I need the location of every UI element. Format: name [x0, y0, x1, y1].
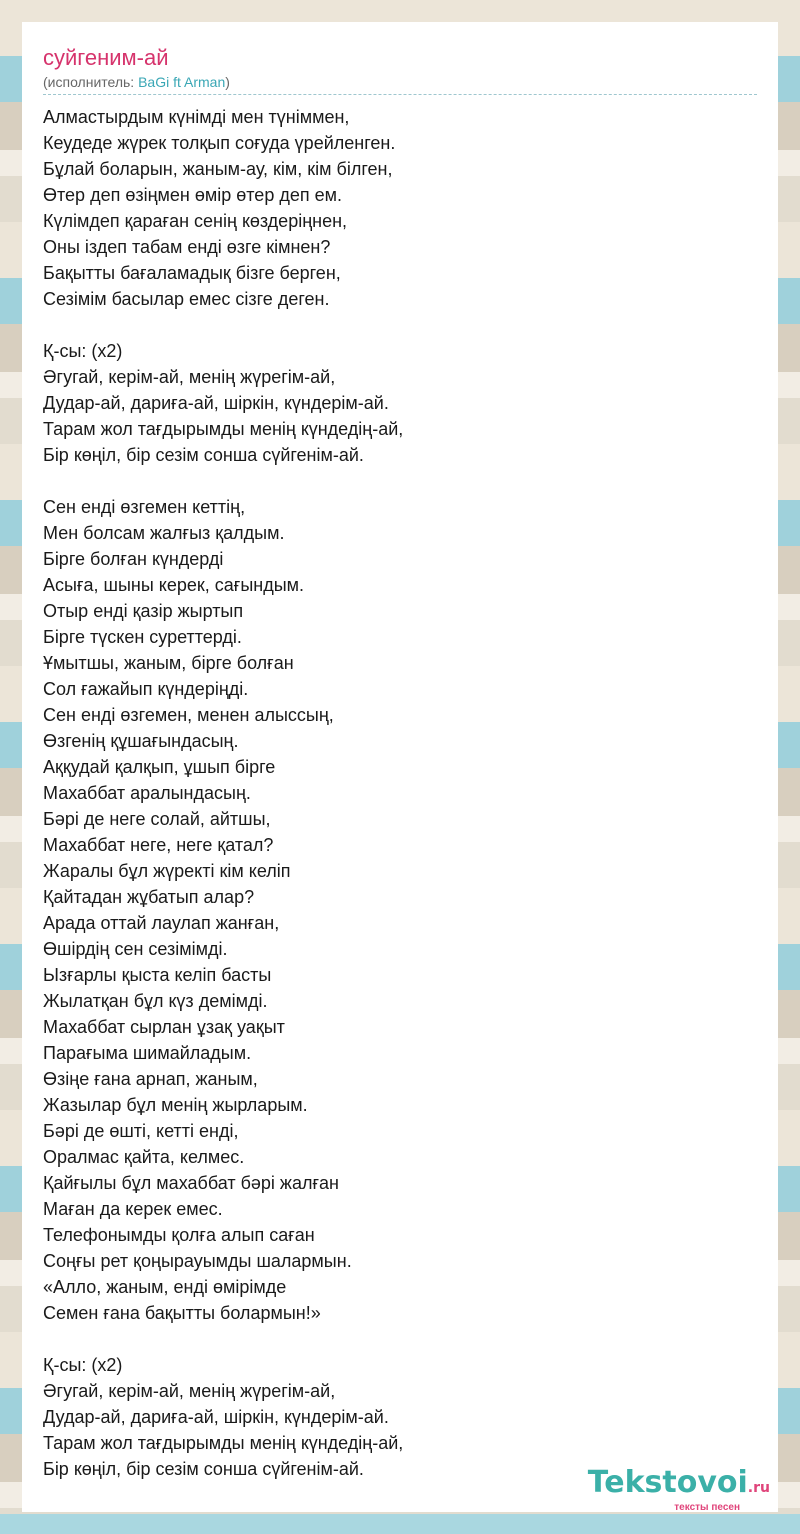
- lyric-line: Бірге түскен суреттерді.: [43, 627, 242, 647]
- logo-tagline: тексты песен: [674, 1502, 740, 1513]
- logo-wordmark: [550, 1467, 770, 1504]
- lyric-line: Бірге болған күндерді: [43, 549, 224, 569]
- lyric-line: Махаббат неге, неге қатал?: [43, 835, 274, 855]
- lyric-line: Қайғылы бұл махаббат бәрі жалған: [43, 1173, 339, 1193]
- lyric-line: Ызғарлы қыста келіп басты: [43, 965, 272, 985]
- lyric-line: Бәрі де өшті, кетті енді,: [43, 1121, 239, 1141]
- lyric-line: Парағыма шимайладым.: [43, 1043, 252, 1063]
- logo-name: Tekstovoi: [587, 1465, 748, 1500]
- lyric-line: Өтер деп өзіңмен өмір өтер деп ем.: [43, 185, 342, 205]
- logo-tld: .ru: [747, 1480, 770, 1496]
- artist-prefix: (исполнитель:: [43, 74, 139, 90]
- lyric-line: [43, 312, 757, 338]
- lyric-line: Сен енді өзгемен, менен алыссың,: [43, 705, 334, 725]
- lyric-line: Дудар-ай, дариға-ай, шіркін, күндерім-ай.: [43, 1407, 389, 1427]
- lyric-line: Қ-сы: (x2): [43, 341, 123, 361]
- lyric-line: Өшірдің сен сезімімді.: [43, 939, 228, 959]
- lyric-line: Махаббат сырлан ұзақ уақыт: [43, 1017, 285, 1037]
- lyric-line: Бақытты бағаламадық бізге берген,: [43, 263, 341, 283]
- lyric-line: Отыр енді қазір жыртып: [43, 601, 244, 621]
- lyric-line: Тарам жол тағдырымды менің күндедің-ай,: [43, 1433, 404, 1453]
- lyric-line: Арада оттай лаулап жанған,: [43, 913, 280, 933]
- lyric-line: Маған да керек емес.: [43, 1199, 223, 1219]
- lyric-line: [43, 468, 757, 494]
- lyric-line: Оны іздеп табам енді өзге кімнен?: [43, 237, 331, 257]
- lyric-line: Жылатқан бұл күз демімді.: [43, 991, 268, 1011]
- artist-line: [43, 72, 757, 95]
- lyric-line: Семен ғана бақытты болармын!»: [43, 1303, 321, 1323]
- lyric-line: Қ-сы: (x2): [43, 1355, 123, 1375]
- lyric-line: Махаббат аралындасың.: [43, 783, 251, 803]
- lyric-line: Әгугай, керім-ай, менің жүрегім-ай,: [43, 1381, 336, 1401]
- lyric-line: Жаралы бұл жүректі кім келіп: [43, 861, 291, 881]
- lyric-line: Мен болсам жалғыз қалдым.: [43, 523, 285, 543]
- artist-suffix: ): [225, 74, 230, 90]
- artist-link[interactable]: BaGi ft Arman: [138, 74, 226, 90]
- lyric-line: Бәрі де неге солай, айтшы,: [43, 809, 271, 829]
- lyric-line: Бұлай боларын, жаным-ау, кім, кім білген,: [43, 159, 393, 179]
- lyric-line: «Алло, жаным, енді өмірімде: [43, 1277, 287, 1297]
- lyric-line: Асыға, шыны керек, сағындым.: [43, 575, 305, 595]
- song-title: суйгеним-ай: [43, 45, 169, 70]
- lyric-line: Кеудеде жүрек толқып соғуда үрейленген.: [43, 133, 396, 153]
- lyric-line: Ұмытшы, жаным, бірге болған: [43, 653, 294, 673]
- lyric-line: Дудар-ай, дариға-ай, шіркін, күндерім-ай.: [43, 393, 389, 413]
- lyric-line: Тарам жол тағдырымды менің күндедің-ай,: [43, 419, 404, 439]
- lyric-line: Сен енді өзгемен кеттің,: [43, 497, 246, 517]
- lyric-line: Аққудай қалқып, ұшып бірге: [43, 757, 276, 777]
- lyric-line: [43, 1326, 757, 1352]
- site-logo[interactable]: [550, 1467, 770, 1514]
- lyrics-text: [43, 104, 757, 1482]
- lyric-line: Соңғы рет қоңырауымды шалармын.: [43, 1251, 352, 1271]
- lyric-line: Алмастырдым күнімді мен түніммен,: [43, 107, 350, 127]
- lyric-line: Бір көңіл, бір сезім сонша сүйгенім-ай.: [43, 445, 364, 465]
- lyric-line: Жазылар бұл менің жырларым.: [43, 1095, 308, 1115]
- lyric-line: Әгугай, керім-ай, менің жүрегім-ай,: [43, 367, 336, 387]
- lyric-line: Бір көңіл, бір сезім сонша сүйгенім-ай.: [43, 1459, 364, 1479]
- lyric-line: Сезімім басылар емес сізге деген.: [43, 289, 330, 309]
- lyric-line: Сол ғажайып күндеріңді.: [43, 679, 249, 699]
- lyrics-card: [22, 22, 778, 1512]
- lyric-line: Қайтадан жұбатып алар?: [43, 887, 255, 907]
- lyric-line: Оралмас қайта, келмес.: [43, 1147, 245, 1167]
- lyric-line: Телефонымды қолға алып саған: [43, 1225, 315, 1245]
- lyric-line: Күлімдеп қараған сенің көздеріңнен,: [43, 211, 348, 231]
- lyric-line: Өзіңе ғана арнап, жаным,: [43, 1069, 258, 1089]
- lyric-line: Өзгенің құшағындасың.: [43, 731, 239, 751]
